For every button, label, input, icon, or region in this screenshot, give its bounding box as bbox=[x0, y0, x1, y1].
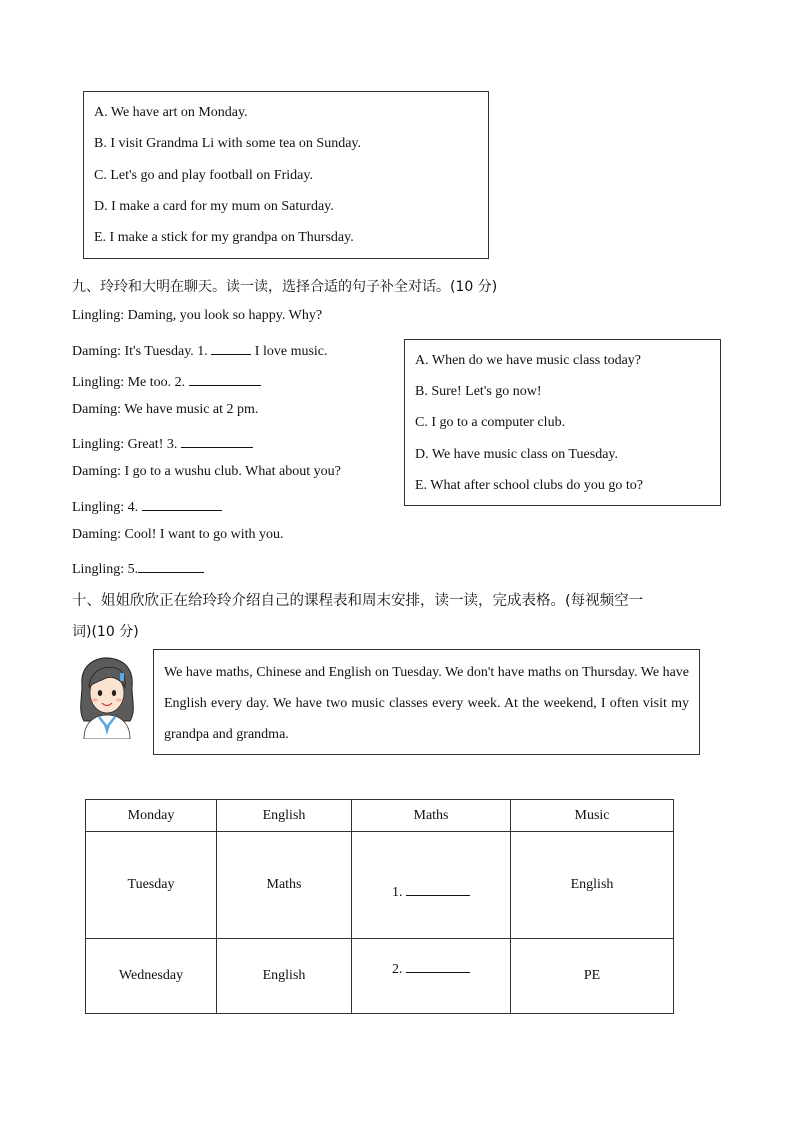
dialogue-text: Daming: Cool! I want to go with you. bbox=[72, 527, 284, 542]
blank-label-2: 2. bbox=[392, 962, 406, 977]
option-b: B. I visit Grandma Li with some tea on Sunday. bbox=[94, 136, 361, 151]
dialogue-line-4 bbox=[72, 402, 258, 418]
dialogue-line-2 bbox=[72, 340, 328, 360]
schedule-table bbox=[85, 799, 674, 1014]
table-answer-blank-2[interactable] bbox=[406, 958, 470, 973]
table-cell: PE bbox=[511, 939, 674, 1014]
table-cell: Maths bbox=[217, 832, 352, 939]
table-cell: Monday bbox=[86, 800, 217, 832]
section9-heading: 九、玲玲和大明在聊天。读一读，选择合适的句子补全对话。(10 分) bbox=[72, 279, 498, 295]
dialogue-line-6 bbox=[72, 464, 341, 480]
dialogue-line-3 bbox=[72, 371, 261, 391]
answer-blank-3[interactable] bbox=[181, 433, 253, 448]
option-a: A. When do we have music class today? bbox=[415, 353, 642, 368]
passage-box bbox=[153, 649, 700, 755]
option-a: A. We have art on Monday. bbox=[94, 105, 248, 120]
answer-blank-5[interactable] bbox=[138, 558, 204, 573]
dialogue-text: Daming: We have music at 2 pm. bbox=[72, 402, 259, 417]
dialogue-text: Lingling: 4. bbox=[72, 500, 142, 515]
option-b: B. Sure! Let's go now! bbox=[415, 384, 542, 399]
dialogue-line-9 bbox=[72, 558, 204, 578]
option-d: D. We have music class on Tuesday. bbox=[415, 447, 619, 462]
dialogue-line-1 bbox=[72, 308, 322, 324]
dialogue-text: Lingling: Me too. 2. bbox=[72, 375, 189, 390]
dialogue-line-7 bbox=[72, 496, 222, 516]
table-cell: Music bbox=[511, 800, 674, 832]
table-cell: Wednesday bbox=[86, 939, 217, 1014]
table-cell bbox=[352, 832, 511, 939]
option-c: C. I go to a computer club. bbox=[415, 415, 566, 430]
answer-blank-1[interactable] bbox=[211, 340, 251, 355]
table-row bbox=[86, 939, 674, 1014]
option-c: C. Let's go and play football on Friday. bbox=[94, 168, 313, 183]
passage-text: We have maths, Chinese and English on Tuesday. We don't have maths on Thursday. We have English every day. We have two music classes every week. At the weekend, I often visit my grandpa and grandma. bbox=[164, 665, 689, 742]
section10-heading-cont: 词)(10 分) bbox=[72, 624, 139, 640]
girl-illustration bbox=[74, 655, 140, 739]
dialogue-text: Daming: I go to a wushu club. What about you? bbox=[72, 464, 341, 479]
dialogue-text: Lingling: Daming, you look so happy. Why? bbox=[72, 308, 323, 323]
table-row bbox=[86, 832, 674, 939]
answer-blank-2[interactable] bbox=[189, 371, 261, 386]
section9-options-box bbox=[404, 339, 721, 506]
table-answer-blank-1[interactable] bbox=[406, 881, 470, 896]
section10-heading: 十、姐姐欣欣正在给玲玲介绍自己的课程表和周末安排，读一读，完成表格。(每视频空一 bbox=[72, 593, 644, 609]
table-cell: English bbox=[511, 832, 674, 939]
option-e: E. I make a stick for my grandpa on Thursday. bbox=[94, 230, 354, 245]
answer-blank-4[interactable] bbox=[142, 496, 222, 511]
table-cell bbox=[352, 939, 511, 1014]
option-d: D. I make a card for my mum on Saturday. bbox=[94, 199, 334, 214]
table-cell: Tuesday bbox=[86, 832, 217, 939]
table-row bbox=[86, 800, 674, 832]
dialogue-text: Lingling: 5. bbox=[72, 562, 139, 577]
dialogue-text-after: I love music. bbox=[251, 344, 328, 359]
blank-label-1: 1. bbox=[392, 885, 406, 900]
table-cell: English bbox=[217, 800, 352, 832]
option-e: E. What after school clubs do you go to? bbox=[415, 478, 643, 493]
dialogue-line-8 bbox=[72, 527, 284, 543]
table-cell: Maths bbox=[352, 800, 511, 832]
dialogue-text: Daming: It's Tuesday. 1. bbox=[72, 344, 212, 359]
dialogue-text: Lingling: Great! 3. bbox=[72, 437, 181, 452]
dialogue-line-5 bbox=[72, 433, 253, 453]
table-cell: English bbox=[217, 939, 352, 1014]
section8-options-box bbox=[83, 91, 489, 259]
